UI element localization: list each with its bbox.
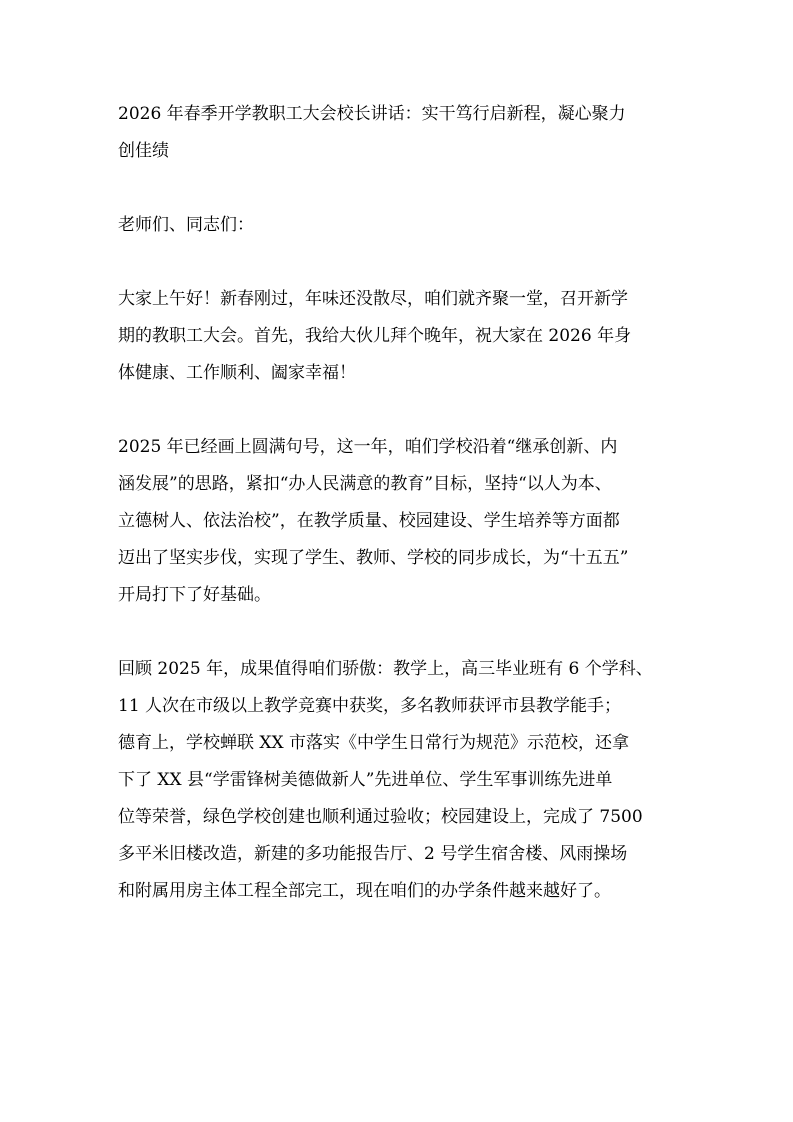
salutation-text: 老师们、同志们： — [118, 215, 254, 235]
salutation — [118, 207, 678, 244]
paragraph-line: 立德树人、依法治校”，在教学质量、校园建设、学生培养等方面都 — [118, 511, 620, 531]
document-page — [118, 96, 678, 947]
title-line: 创佳绩 — [118, 141, 169, 161]
paragraph-achievements — [118, 651, 678, 910]
paragraph-line: 和附属用房主体工程全部完工，现在咱们的办学条件越来越好了。 — [118, 881, 611, 901]
paragraph-line: 位等荣誉，绿色学校创建也顺利通过验收；校园建设上，完成了 7500 — [118, 807, 643, 827]
paragraph-line: 下了 XX 县“学雷锋树美德做新人”先进单位、学生军事训练先进单 — [118, 770, 613, 790]
paragraph-line: 体健康、工作顺利、阖家幸福！ — [118, 363, 356, 383]
paragraph-line: 11 人次在市级以上教学竞赛中获奖，多名教师获评市县教学能手； — [118, 696, 622, 716]
title-line: 2026 年春季开学教职工大会校长讲话：实干笃行启新程，凝心聚力 — [118, 104, 626, 124]
document-title — [118, 96, 678, 170]
paragraph-line: 期的教职工大会。首先，我给大伙儿拜个晚年，祝大家在 2026 年身 — [118, 326, 632, 346]
paragraph-line: 开局打下了好基础。 — [118, 585, 271, 605]
paragraph-line: 多平米旧楼改造，新建的多功能报告厅、2 号学生宿舍楼、风雨操场 — [118, 844, 628, 864]
paragraph-line: 2025 年已经画上圆满句号，这一年，咱们学校沿着“继承创新、内 — [118, 437, 618, 457]
paragraph-greeting — [118, 281, 678, 392]
paragraph-line: 大家上午好！新春刚过，年味还没散尽，咱们就齐聚一堂，召开新学 — [118, 289, 628, 309]
paragraph-line: 回顾 2025 年，成果值得咱们骄傲：教学上，高三毕业班有 6 个学科、 — [118, 659, 653, 679]
paragraph-line: 涵发展”的思路，紧扣“办人民满意的教育”目标，坚持“以人为本、 — [118, 474, 612, 494]
paragraph-review-2025 — [118, 429, 678, 614]
paragraph-line: 迈出了坚实步伐，实现了学生、教师、学校的同步成长，为“十五五” — [118, 548, 629, 568]
paragraph-line: 德育上，学校蝉联 XX 市落实《中学生日常行为规范》示范校，还拿 — [118, 733, 630, 753]
